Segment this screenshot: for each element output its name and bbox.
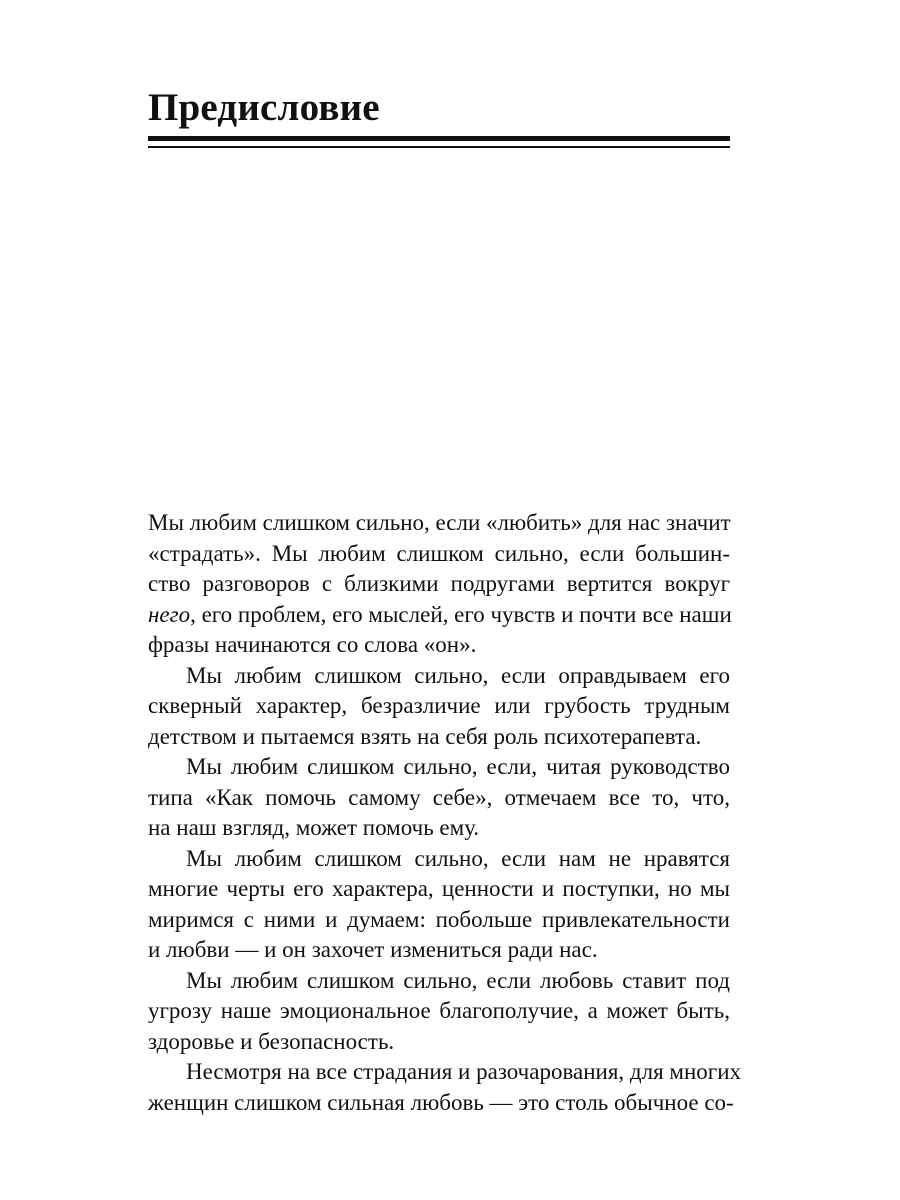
text-line: Мы любим слишком сильно, если нам не нравятся	[186, 845, 730, 871]
text-line: скверный характер, безразличие или грубость трудным	[148, 693, 730, 718]
title-rule-thick	[148, 136, 730, 141]
text-line: Мы любим слишком сильно, если оправдываем его	[186, 662, 730, 688]
paragraph	[148, 844, 730, 966]
title-rule-thin	[148, 146, 730, 148]
text-line: здоровье и безопасность.	[148, 1028, 395, 1054]
text-line: угрозу наше эмоциональное благополучие, а может быть,	[148, 998, 730, 1023]
text-line: и любви — и он захочет измениться ради нас.	[148, 937, 598, 962]
line-rest: , его проблем, его мыслей, его чувств и почти все наши	[190, 601, 732, 627]
text-line: женщин слишком сильная любовь — это столь обычное со-	[148, 1089, 734, 1115]
text-line: Мы любим слишком сильно, если «любить» для нас значит	[148, 510, 731, 535]
body-text	[148, 508, 742, 1118]
text-line: на наш взгляд, может помочь ему.	[148, 815, 480, 840]
text-line: Несмотря на все страдания и разочарования, для многих	[186, 1059, 742, 1084]
text-line: фразы начинаются со слова «он».	[148, 632, 477, 657]
text-line: миримся с ними и думаем: побольше привлекательности	[148, 906, 730, 932]
text-line: ство разговоров с близкими подругами вертится вокруг	[148, 571, 730, 596]
text-line: детством и пытаемся взять на себя роль психотерапевта.	[148, 723, 702, 749]
text-line: Мы любим слишком сильно, если, читая руководство	[186, 754, 730, 779]
text-line: типа «Как помочь самому себе», отмечаем все то, что,	[148, 784, 730, 810]
paragraph	[148, 661, 730, 753]
paragraph	[148, 508, 730, 661]
paragraph	[148, 752, 730, 844]
text-line: «страдать». Мы любим слишком сильно, если большин-	[148, 540, 730, 566]
paragraph	[148, 966, 730, 1058]
text-line	[148, 600, 730, 631]
paragraph	[148, 1057, 742, 1118]
text-line: Мы любим слишком сильно, если любовь ставит под	[186, 967, 730, 993]
text-line: многие черты его характера, ценности и поступки, но мы	[148, 876, 730, 901]
chapter-title: Предисловие	[148, 86, 380, 129]
italic-word: него	[148, 601, 191, 627]
